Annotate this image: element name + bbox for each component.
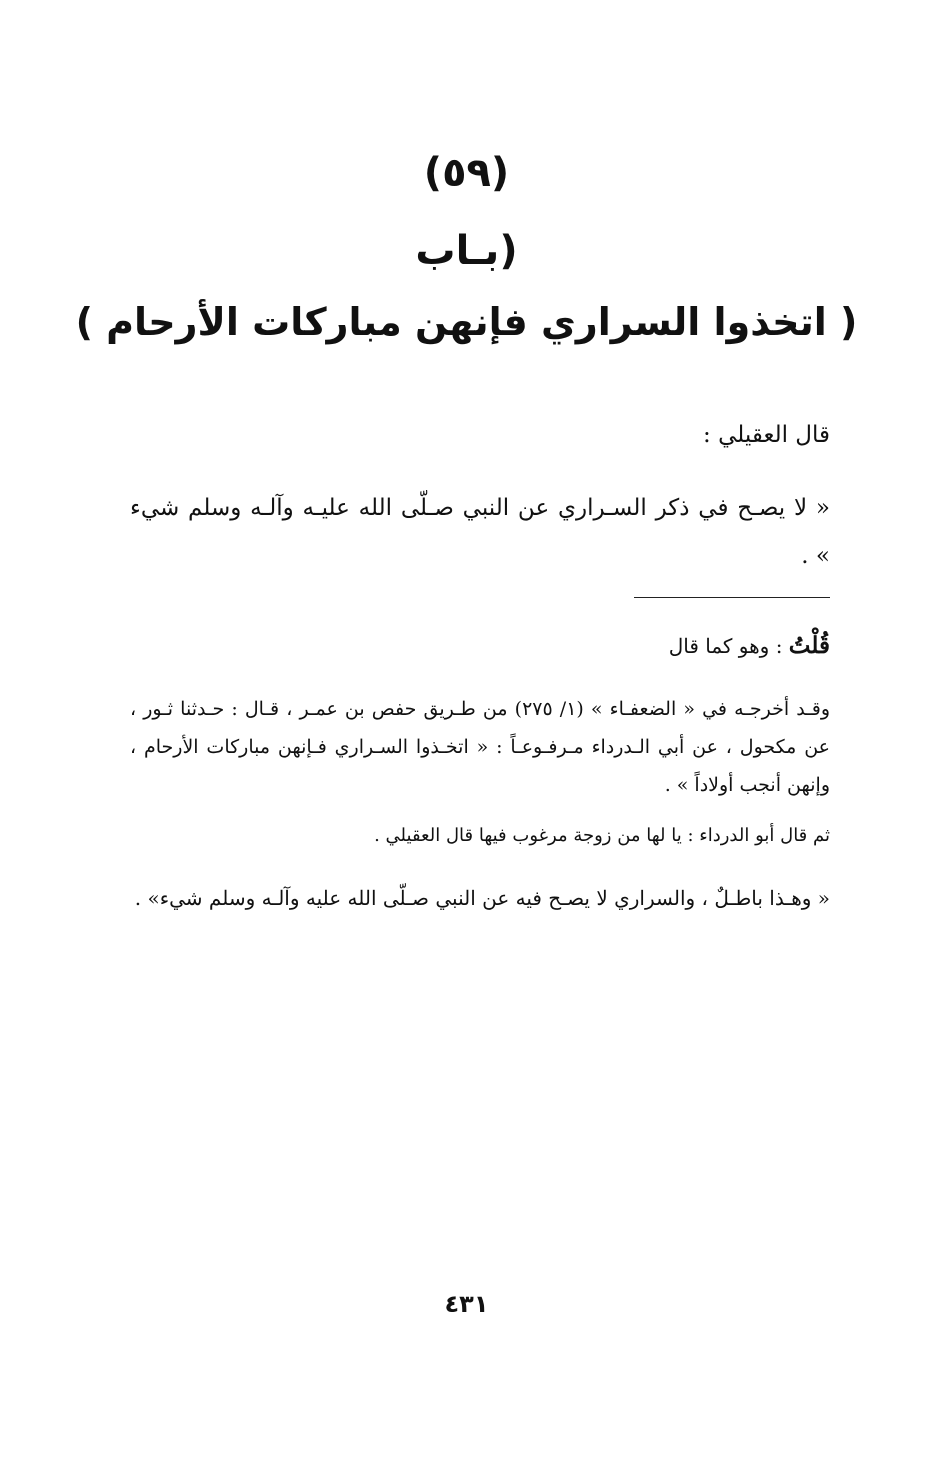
note-quote: « وهـذا باطـلٌ ، والسراري لا يصـح فيه عن النبي صـلّى الله عليه وآلـه وسلم شيء» . — [134, 886, 830, 910]
note-heading-text: : وهو كما قال — [668, 634, 789, 658]
footnote-separator — [634, 597, 830, 598]
main-quote: « لا يصـح في ذكر السـراري عن النبي صـلّى الله عليـه وآلـه وسلم شيء » . — [130, 495, 830, 569]
chapter-title: ( اتخذوا السراري فإنهن مباركات الأرحام ) — [75, 300, 858, 344]
page-number: ٤٣١ — [444, 1290, 489, 1318]
speaker-line: قال العقيلي : — [703, 422, 830, 448]
chapter-label: (بـاب — [415, 228, 518, 274]
chapter-number: (٥٩) — [423, 150, 510, 196]
note-aside: ثم قال أبو الدرداء : يا لها من زوجة مرغوب فيها قال العقيلي . — [374, 825, 830, 846]
note-body: وقـد أخرجـه في « الضعفـاء » (١/ ٢٧٥) من طـريق حفص بن عمـر ، قـال : حـدثنا ثـور ، عن مكحول ، عن أبي الـدرداء مـرفـوعـاً : « اتخـذوا السـراري فـإنهن مباركات الأرحام ، وإنهن أنجب أولاداً » . — [130, 698, 830, 796]
note-heading — [130, 632, 830, 659]
note-keyword: قُلْتُ — [788, 632, 830, 659]
